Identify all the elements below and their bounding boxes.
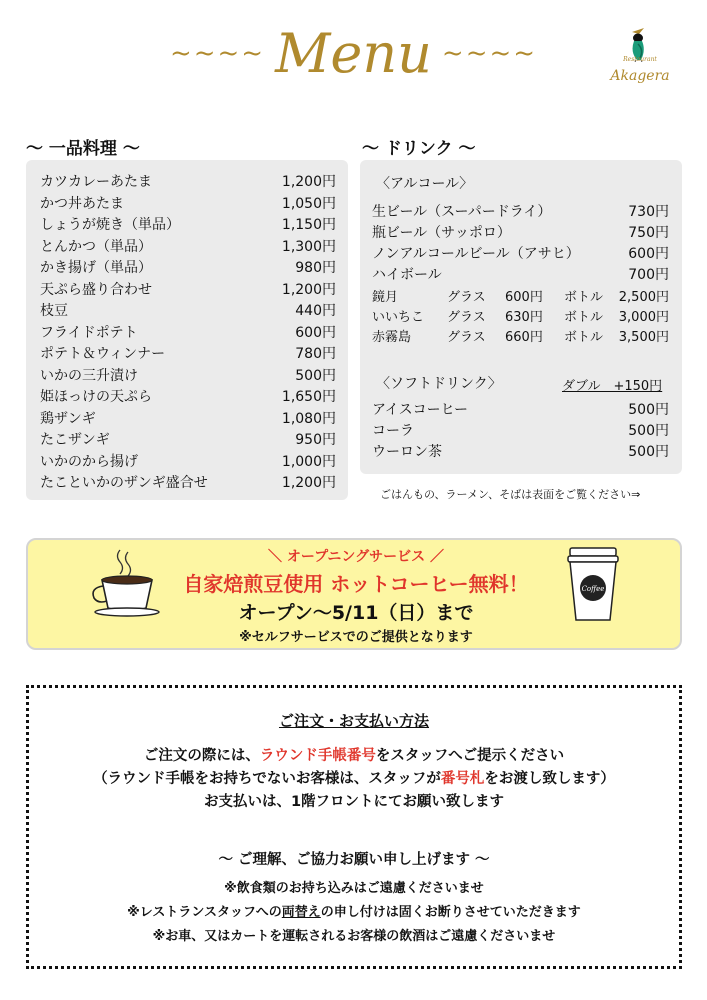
notice-line-4: 〜 ご理解、ご協力お願い申し上げます 〜 — [218, 852, 490, 868]
shochu-row — [372, 288, 669, 308]
shochu-row — [372, 328, 669, 348]
food-item — [40, 323, 336, 344]
glass-label: グラス — [447, 310, 486, 325]
food-item — [40, 237, 336, 258]
notice-line-6 — [29, 901, 679, 920]
bottle-label: ボトル — [564, 310, 604, 325]
food-item — [40, 194, 336, 215]
glass-label: グラス — [447, 290, 486, 305]
banner-period: オープン〜5/11（日）まで — [238, 602, 474, 624]
notice-text: ※レストランスタッフへの — [127, 905, 282, 920]
food-item-price: 1,200円 — [281, 174, 336, 190]
drink-price: 730円 — [628, 204, 669, 220]
drink-name: コーラ — [372, 423, 414, 439]
cup-label: Coffee — [581, 585, 605, 593]
food-item-price: 1,300円 — [281, 238, 336, 255]
food-item-name: 鶏ザンギ — [40, 410, 96, 427]
food-item-price: 950円 — [295, 432, 336, 448]
bottle-price: 2,500円 — [618, 290, 669, 305]
drinks-panel — [360, 160, 682, 474]
notice-title: ご注文・お支払い方法 — [278, 712, 429, 730]
drink-price: 700円 — [628, 267, 669, 283]
alcohol-item — [372, 202, 669, 223]
notice-text: ご注文の際には、 — [143, 748, 260, 764]
food-panel — [26, 160, 348, 500]
food-item-price: 1,050円 — [281, 195, 336, 212]
notice-line-3: お支払いは、1階フロントにてお願い致します — [203, 794, 505, 810]
food-item — [40, 258, 336, 279]
drinks-heading: 〜 ドリンク 〜 — [362, 139, 476, 159]
food-item — [40, 301, 336, 322]
drink-price: 600円 — [628, 246, 669, 262]
bottle-label: ボトル — [564, 330, 604, 345]
drink-price: 750円 — [628, 225, 669, 241]
drink-price: 500円 — [628, 444, 669, 460]
drink-name: ノンアルコールビール（アサヒ） — [372, 246, 580, 262]
banner-headline: 自家焙煎豆使用 ホットコーヒー無料！ — [183, 572, 529, 596]
drink-name: ウーロン茶 — [372, 444, 442, 460]
back-side-note: ごはんもの、ラーメン、そばは表面をご覧ください⇒ — [380, 488, 641, 501]
food-item-name: かつ丼あたま — [40, 195, 124, 212]
glass-label: グラス — [447, 330, 486, 345]
food-item-name: フライドポテト — [40, 324, 138, 341]
food-item-price: 1,150円 — [281, 217, 336, 233]
shochu-name: 鏡月 — [372, 290, 399, 305]
banner-note: ※セルフサービスでのご提供となります — [239, 630, 473, 645]
banner-caption: ＼ オープニングサービス ／ — [267, 549, 445, 565]
title-tilde-right: ~~~~ — [441, 38, 538, 69]
food-item-name: 枝豆 — [40, 303, 68, 319]
food-item-price: 440円 — [295, 303, 336, 319]
food-item-name: いかの三升漬け — [40, 367, 138, 384]
soft-drink-item — [372, 442, 669, 463]
drink-name: アイスコーヒー — [372, 402, 469, 418]
food-item-price: 980円 — [295, 260, 336, 276]
food-item — [40, 280, 336, 301]
bottle-label: ボトル — [564, 290, 604, 305]
round-book-number: ラウンド手帳番号 — [259, 748, 376, 764]
glass-price: 600円 — [505, 290, 543, 305]
glass-price: 660円 — [505, 330, 543, 345]
food-item — [40, 473, 336, 494]
alcohol-item — [372, 223, 669, 244]
logo-name: Akagera — [610, 68, 670, 84]
food-item — [40, 430, 336, 451]
bottle-price: 3,000円 — [618, 310, 669, 325]
food-item-price: 1,650円 — [281, 389, 336, 405]
food-item — [40, 344, 336, 365]
title-word: Menu — [275, 22, 432, 85]
food-item-price: 1,000円 — [281, 453, 336, 470]
food-item-name: たこザンギ — [40, 432, 110, 448]
alcohol-item — [372, 265, 669, 286]
opening-service-banner — [26, 538, 682, 650]
drink-name: ハイボール — [372, 267, 442, 283]
drink-name: 生ビール（スーパードライ） — [372, 204, 552, 220]
shochu-row — [372, 308, 669, 328]
food-item-price: 1,200円 — [281, 475, 336, 491]
food-item-price: 600円 — [295, 324, 336, 341]
food-item-price: 1,080円 — [281, 410, 336, 427]
food-item — [40, 409, 336, 430]
logo-caption: Restaurant — [623, 56, 657, 63]
drink-name: 瓶ビール（サッポロ） — [372, 225, 511, 241]
food-item-name: 天ぷら盛り合わせ — [40, 281, 152, 298]
alcohol-item — [372, 244, 669, 265]
food-item-name: たこといかのザンギ盛合せ — [40, 475, 208, 491]
restaurant-logo — [600, 22, 680, 92]
food-item — [40, 215, 336, 236]
bottle-price: 3,500円 — [618, 330, 669, 345]
food-heading: 〜 一品料理 〜 — [26, 139, 140, 159]
food-item-name: いかのから揚げ — [40, 453, 138, 470]
notice-text: をお渡し致します） — [484, 771, 615, 787]
title-tilde-left: ~~~~ — [169, 38, 266, 69]
notice-line-2 — [29, 767, 679, 788]
food-item-name: カツカレーあたま — [40, 174, 152, 190]
food-item — [40, 366, 336, 387]
glass-price: 630円 — [505, 310, 543, 325]
drink-price: 500円 — [628, 402, 669, 418]
food-item-price: 780円 — [295, 346, 336, 362]
number-tag: 番号札 — [440, 771, 485, 787]
food-item-name: とんかつ（単品） — [40, 238, 152, 255]
notice-line-5: ※飲食類のお持ち込みはご遠慮くださいませ — [224, 881, 484, 896]
shochu-name: 赤霧島 — [372, 330, 412, 345]
food-item — [40, 452, 336, 473]
food-item — [40, 172, 336, 193]
alcohol-heading: 〈アルコール〉 — [376, 176, 474, 192]
notice-text: をスタッフへご提示ください — [375, 748, 565, 764]
soft-drink-heading: 〈ソフトドリンク〉 — [376, 376, 502, 392]
food-item-name: 姫ほっけの天ぷら — [40, 389, 152, 405]
food-item-name: かき揚げ（単品） — [40, 260, 152, 276]
shochu-name: いいちこ — [372, 310, 425, 325]
food-item — [40, 387, 336, 408]
food-item-name: ポテト＆ウィンナー — [40, 346, 166, 362]
soft-drink-item — [372, 400, 669, 421]
money-exchange: 両替え — [281, 905, 321, 920]
food-item-price: 500円 — [295, 367, 336, 384]
food-item-name: しょうが焼き（単品） — [40, 217, 180, 233]
notice-line-1 — [29, 744, 679, 765]
order-payment-notice — [26, 685, 682, 969]
double-note: ダブル +150円 — [562, 379, 663, 394]
drink-price: 500円 — [628, 423, 669, 439]
notice-line-7: ※お車、又はカートを運転されるお客様の飲酒はご遠慮くださいませ — [152, 929, 556, 944]
food-item-price: 1,200円 — [281, 281, 336, 298]
soft-drink-item — [372, 421, 669, 442]
notice-text: の申し付けは固くお断りさせていただきます — [320, 905, 581, 920]
notice-text: （ラウンド手帳をお持ちでないお客様は、スタッフが — [93, 771, 441, 787]
